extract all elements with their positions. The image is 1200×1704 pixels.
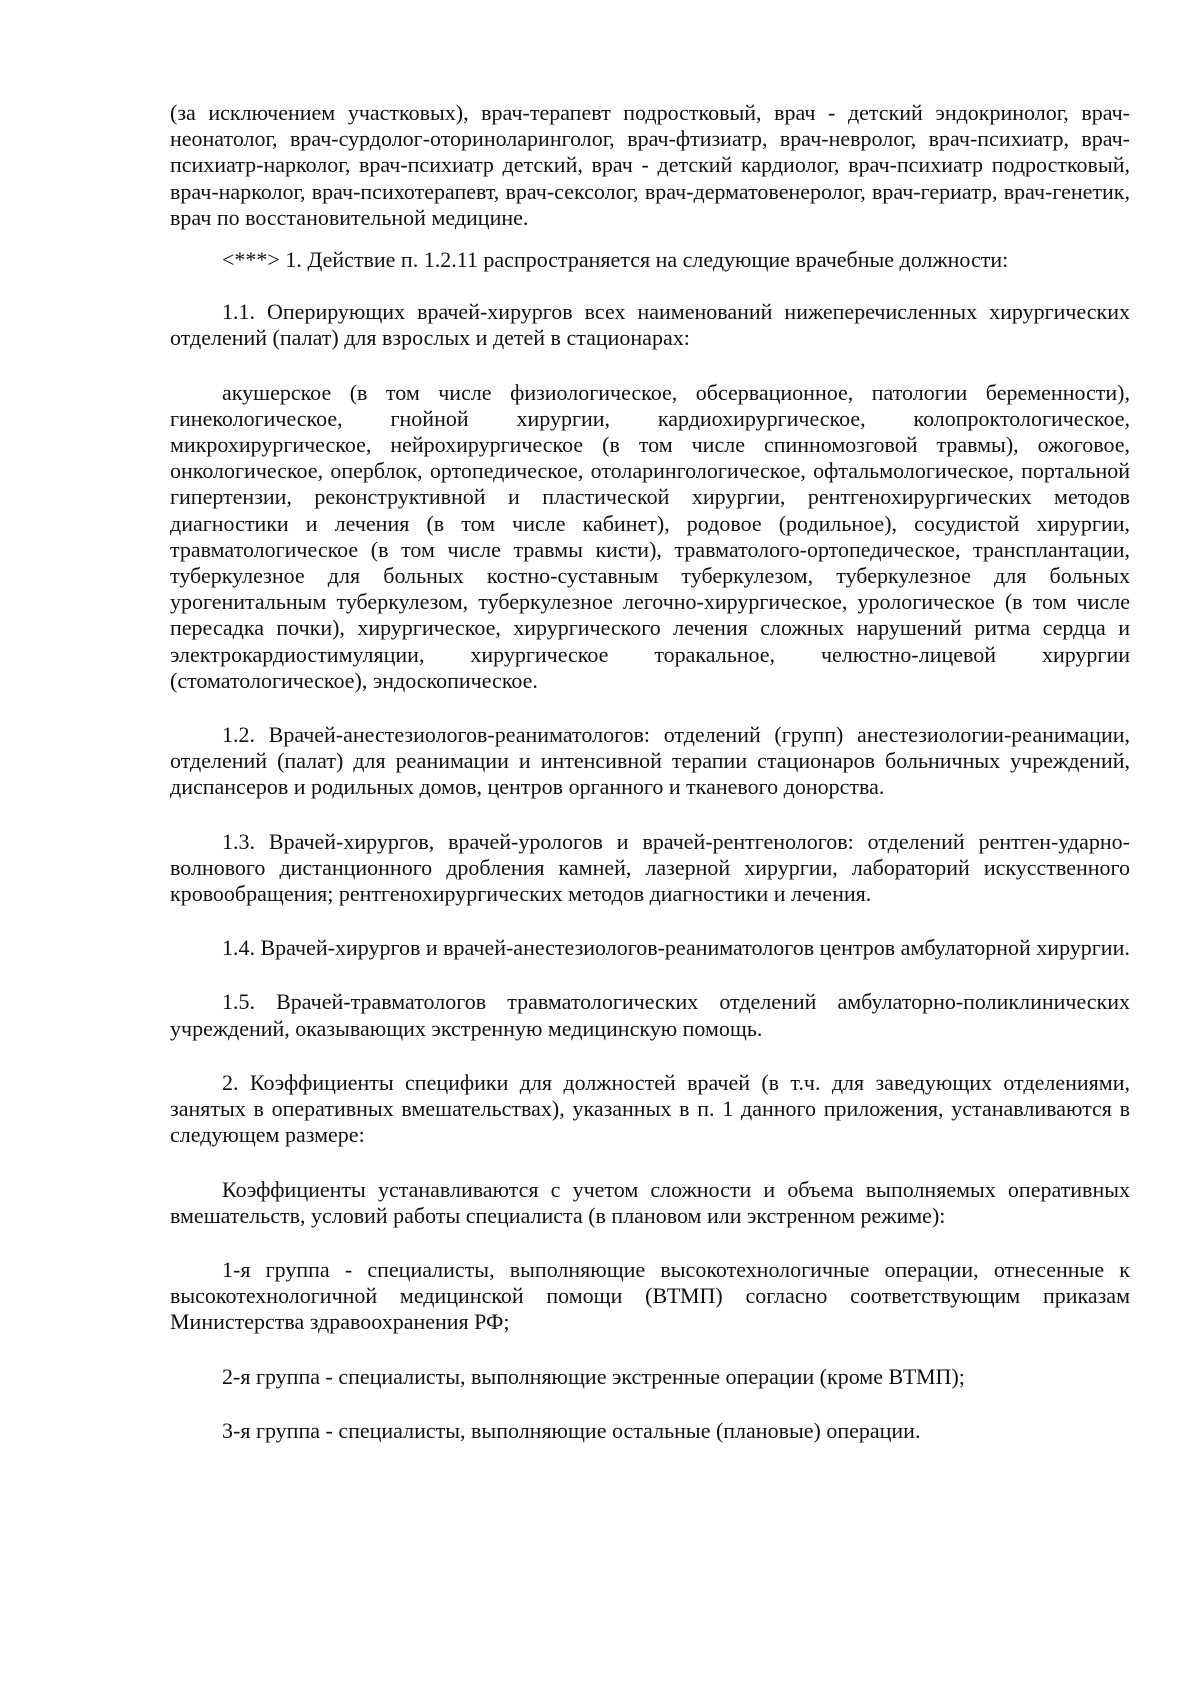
paragraph-footnote-scope: <***> 1. Действие п. 1.2.11 распространяется на следующие врачебные должности: xyxy=(222,247,1009,273)
paragraph-1-4: 1.4. Врачей-хирургов и врачей-анестезиологов-реаниматологов центров амбулаторной хирургии. xyxy=(222,935,1130,961)
paragraph-2: 2. Коэффициенты специфики для должностей врачей (в т.ч. для заведующих отделениями, занятых в оперативных вмешательствах), указанных в п. 1 данного приложения, устанавливаются в следующем размере: xyxy=(170,1069,1130,1148)
paragraph-physician-list: (за исключением участковых), врач-терапевт подростковый, врач - детский эндокринолог, врач-неонатолог, врач-сурдолог-оториноларинголог, врач-фтизиатр, врач-невролог, врач-психиатр, врач-психиатр-нарколог, врач-психиатр детский, врач - детский кардиолог, врач-психиатр подростковый, врач-нарколог, врач-психотерапевт, врач-сексолог, врач-дерматовенеролог, врач-гериатр, врач-генетик, врач по восстановительной медицине. xyxy=(170,100,1130,230)
paragraph-1-1: 1.1. Оперирующих врачей-хирургов всех наименований нижеперечисленных хирургических отделений (палат) для взрослых и детей в стационарах: xyxy=(170,299,1130,351)
paragraph-department-list: акушерское (в том числе физиологическое, обсервационное, патологии беременности), гинекологическое, гнойной хирургии, кардиохирургическое, колопроктологическое, микрохирургическое, нейрохирургическое (в том числе спинномозговой травмы), ожоговое, онкологическое, оперблок, ортопедическое, отоларингологическое, офтальмологическое, портальной гипертензии, реконструктивной и пластической хирургии, рентгенохирургических методов диагностики и лечения (в том числе кабинет), родовое (родильное), сосудистой хирургии, травматологическое (в том числе травмы кисти), травматолого-ортопедическое, трансплантации, туберкулезное для больных костно-суставным туберкулезом, туберкулезное для больных урогенитальным туберкулезом, туберкулезное легочно-хирургическое, урологическое (в том числе пересадка почки), хирургическое, хирургического лечения сложных нарушений ритма сердца и электрокардиостимуляции, хирургическое торакальное, челюстно-лицевой хирургии (стоматологическое), эндоскопическое. xyxy=(170,379,1130,693)
document-page xyxy=(170,100,1130,1444)
paragraph-1-5: 1.5. Врачей-травматологов травматологических отделений амбулаторно-поликлинических учреждений, оказывающих экстренную медицинскую помощь. xyxy=(170,989,1130,1041)
paragraph-group-2: 2-я группа - специалисты, выполняющие экстренные операции (кроме ВТМП); xyxy=(222,1363,965,1389)
paragraph-coefficients: Коэффициенты устанавливаются с учетом сложности и объема выполняемых оперативных вмешательств, условий работы специалиста (в плановом или экстренном режиме): xyxy=(170,1176,1130,1228)
paragraph-1-3: 1.3. Врачей-хирургов, врачей-урологов и врачей-рентгенологов: отделений рентген-ударно-волнового дистанционного дробления камней, лазерной хирургии, лабораторий искусственного кровообращения; рентгенохирургических методов диагностики и лечения. xyxy=(170,828,1130,907)
paragraph-group-1: 1-я группа - специалисты, выполняющие высокотехнологичные операции, отнесенные к высокотехнологичной медицинской помощи (ВТМП) согласно соответствующим приказам Министерства здравоохранения РФ; xyxy=(170,1256,1130,1335)
paragraph-group-3: 3-я группа - специалисты, выполняющие остальные (плановые) операции. xyxy=(222,1417,921,1443)
paragraph-1-2: 1.2. Врачей-анестезиологов-реаниматологов: отделений (групп) анестезиологии-реанимации, отделений (палат) для реанимации и интенсивной терапии стационаров больничных учреждений, диспансеров и родильных домов, центров органного и тканевого донорства. xyxy=(170,722,1130,800)
